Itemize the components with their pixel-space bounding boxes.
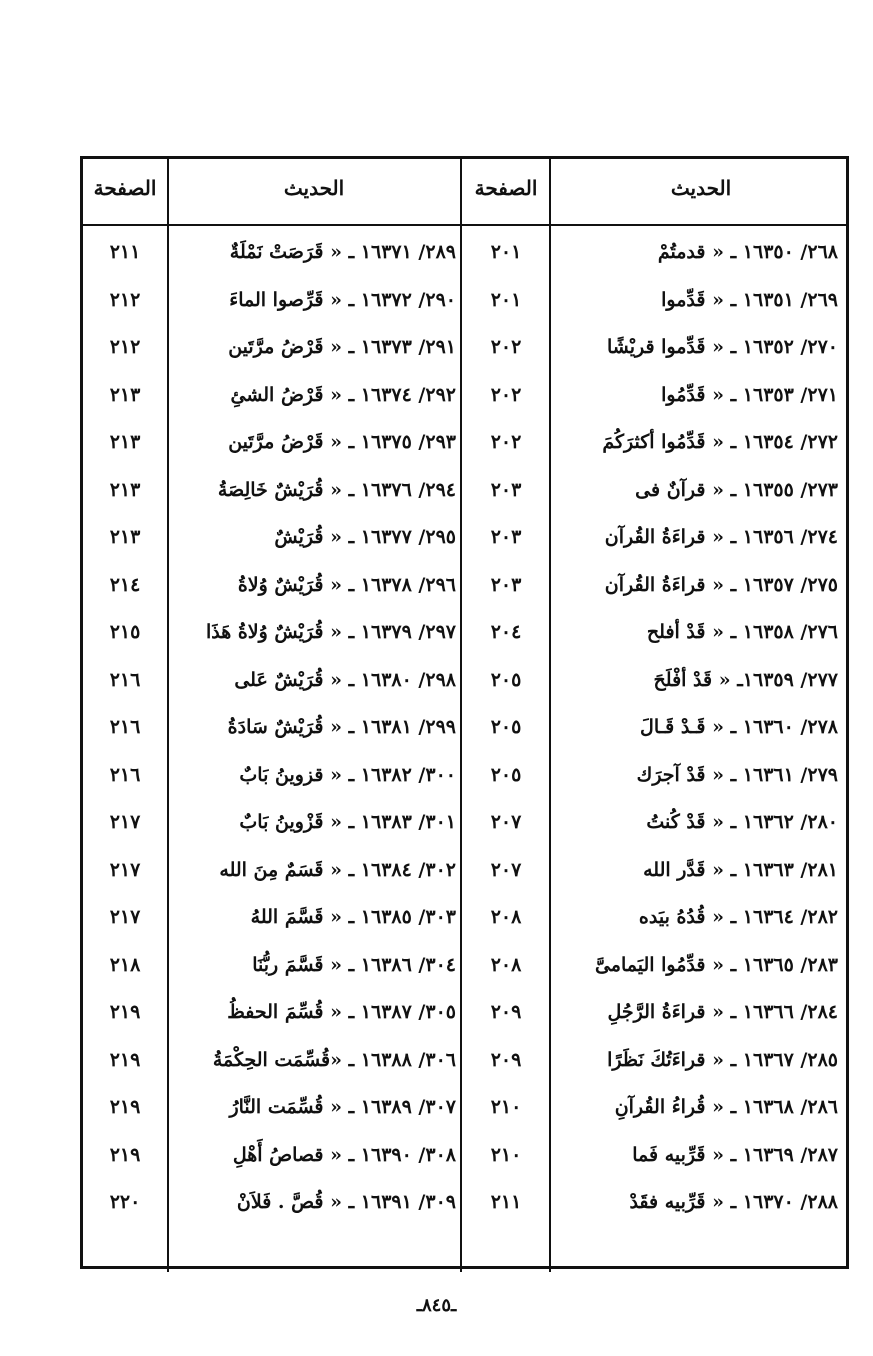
hadith-entry: ٢٨٧/ ١٦٣٦٩ ـ « قَرِّبيه فَما [632,1143,838,1166]
page-ref: ٢١٧ [109,811,141,833]
page-ref: ٢١٣ [109,431,141,453]
page-ref: ٢١٣ [109,526,141,548]
page-ref: ٢١٢ [109,288,141,311]
table-row [0,277,873,325]
page-ref: ٢٠٥ [490,763,522,786]
page-ref: ٢١٧ [109,858,141,881]
table-row [0,799,873,847]
table-row [0,942,873,990]
table-row [0,704,873,752]
hadith-entry: ٢٧٦/ ١٦٣٥٨ ـ « قَدْ أفلح [646,621,838,643]
header-page-left: الصفحة [93,176,157,200]
hadith-entry: ٢٨٦/ ١٦٣٦٨ ـ « قُراءُ القُرآنِ [614,1096,838,1118]
table-row [0,894,873,942]
page-ref: ٢٠٥ [490,668,522,691]
page-ref: ٢١٣ [109,383,141,406]
page-ref: ٢٠٢ [490,383,522,406]
page-ref: ٢٠٤ [490,621,522,643]
page-ref: ٢٠١ [490,288,522,311]
table-row [0,467,873,515]
page-ref: ٢٠٣ [490,573,522,596]
page-ref: ٢٠٧ [490,811,522,833]
page-ref: ٢١١ [490,1191,522,1213]
hadith-entry: ٢٧٢/ ١٦٣٥٤ ـ « قَدِّمُوا أكثرَكُمَ [602,431,838,453]
table-row [0,752,873,800]
hadith-entry: ٢٧٨/ ١٦٣٦٠ ـ « قَـدْ قَـالَ [640,716,838,738]
page-ref: ٢١٥ [109,621,141,643]
page-ref: ٢٠٣ [490,526,522,548]
table-row [0,847,873,895]
header-hadith-right: الحديث [670,176,732,200]
page-ref: ٢١٦ [109,668,141,691]
hadith-entry: ٣٠١/ ١٦٣٨٣ ـ « قَزْوينُ بَابٌ [239,811,456,833]
hadith-entry: ٣٠٥/ ١٦٣٨٧ ـ « قُسِّمَ الحفظُ [227,1001,456,1023]
hadith-entry: ٢٩٨/ ١٦٣٨٠ ـ « قُرَيْشٌ عَلى [234,668,456,691]
hadith-entry: ٢٦٨/ ١٦٣٥٠ ـ « قدمتُمْ [657,241,838,263]
page-number: ـ٨٤٥ـ [416,1295,457,1316]
page-ref: ٢١٠ [490,1096,522,1118]
hadith-entry: ٢٧٣/ ١٦٣٥٥ ـ « قرآنٌ فى [635,478,838,501]
header-hadith-left: الحديث [283,176,345,200]
hadith-entry: ٣٠٨/ ١٦٣٩٠ ـ « قصاصُ أَهْلِ [232,1143,456,1166]
table-row [0,419,873,467]
table-row [0,989,873,1037]
page-ref: ٢١٧ [109,906,141,928]
page-ref: ٢١٩ [109,1096,141,1118]
table-row [0,229,873,277]
page-ref: ٢١٦ [109,716,141,738]
hadith-entry: ٢٩٧/ ١٦٣٧٩ ـ « قُرَيْشٌ وُلاةُ هَذَا [205,621,456,643]
hadith-entry: ٢٧٤/ ١٦٣٥٦ ـ « قراءَةُ القُرآن [604,526,838,548]
page-ref: ٢١٩ [109,1001,141,1023]
table-row [0,324,873,372]
table-row [0,372,873,420]
hadith-entry: ٣٠٩/ ١٦٣٩١ ـ « قُصَّ . فَلاَنْ [236,1191,456,1213]
page-ref: ٢٠٩ [490,1001,522,1023]
page-ref: ٢١٦ [109,763,141,786]
page-ref: ٢٠١ [490,241,522,263]
table-row [0,514,873,562]
page-ref: ٢٠٧ [490,858,522,881]
page-ref: ٢١٤ [109,573,141,596]
hadith-entry: ٢٧٧/ ١٦٣٥٩ـ « قَدْ أفْلَحَ [653,668,838,691]
page-ref: ٢١٢ [109,336,141,358]
hadith-entry: ٢٨٣/ ١٦٣٦٥ ـ « قدِّمُوا اليَمامىَّ [594,953,838,976]
table-row [0,1037,873,1085]
hadith-entry: ٣٠٧/ ١٦٣٨٩ ـ « قُسِّمَت النَّارُ [229,1096,456,1118]
hadith-entry: ٢٨٠/ ١٦٣٦٢ ـ « قَدْ كُنتُ [646,811,838,833]
hadith-entry: ٢٩٤/ ١٦٣٧٦ ـ « قُرَيْشٌ خَالِصَةُ [217,478,456,501]
page-ref: ٢٠٢ [490,336,522,358]
hadith-entry: ٢٩٦/ ١٦٣٧٨ ـ « قُرَيْشٌ وُلاةُ [237,573,456,596]
page-ref: ٢١٩ [109,1143,141,1166]
table-row [0,657,873,705]
hadith-entry: ٢٧٩/ ١٦٣٦١ ـ « قَدْ آجرَك [636,763,838,786]
page-ref: ٢١٨ [109,953,141,976]
page-ref: ٢١٣ [109,478,141,501]
hadith-entry: ٢٩٠/ ١٦٣٧٢ ـ « قَرِّصوا الماءَ [229,288,456,311]
page-ref: ٢٢٠ [109,1191,141,1213]
hadith-entry: ٢٨١/ ١٦٣٦٣ ـ « قَدَّر الله [643,858,838,881]
hadith-entry: ٢٩٣/ ١٦٣٧٥ ـ « قَرْضُ مرَّتَين [228,431,456,453]
hadith-entry: ٢٦٩/ ١٦٣٥١ ـ « قَدِّموا [661,288,838,311]
header-separator [80,224,849,226]
hadith-entry: ٢٩٢/ ١٦٣٧٤ ـ « قَرْضُ الشئِ [230,383,456,406]
table-row [0,1132,873,1180]
page-ref: ٢١١ [109,241,141,263]
hadith-entry: ٣٠٠/ ١٦٣٨٢ ـ « قزوينُ بَابٌ [239,763,456,786]
hadith-entry: ٢٩٥/ ١٦٣٧٧ ـ « قُرَيْشٌ [274,526,456,548]
header-page-right: الصفحة [474,176,538,200]
hadith-entry: ٢٧٠/ ١٦٣٥٢ ـ « قَدِّموا قريْشًا [606,336,838,358]
page-ref: ٢٠٨ [490,906,522,928]
page-ref: ٢٠٣ [490,478,522,501]
hadith-entry: ٢٨٩/ ١٦٣٧١ ـ « قَرَصَتْ نَمْلَةٌ [229,241,456,263]
table-row [0,609,873,657]
page-ref: ٢٠٥ [490,716,522,738]
page-ref: ٢٠٨ [490,953,522,976]
hadith-entry: ٢٨٥/ ١٦٣٦٧ ـ « قراءَتُكَ نَظَرًا [607,1048,838,1071]
table-row [0,1084,873,1132]
table-row [0,562,873,610]
hadith-entry: ٢٧١/ ١٦٣٥٣ ـ « قَدِّمُوا [661,383,838,406]
hadith-entry: ٢٨٤/ ١٦٣٦٦ ـ « قراءَةُ الرَّجُلِ [607,1001,838,1023]
hadith-entry: ٣٠٢/ ١٦٣٨٤ ـ « قَسَمٌ مِنَ الله [219,858,456,881]
hadith-entry: ٣٠٣/ ١٦٣٨٥ ـ « قَسَّمَ اللهُ [250,906,456,928]
hadith-entry: ٢٨٢/ ١٦٣٦٤ ـ « قُدُهُ بيَده [638,906,838,928]
hadith-entry: ٢٩١/ ١٦٣٧٣ ـ « قَرْضُ مرَّتَين [228,336,456,358]
page-ref: ٢١٠ [490,1143,522,1166]
page-ref: ٢١٩ [109,1048,141,1071]
hadith-entry: ٣٠٤/ ١٦٣٨٦ ـ « قَسَّمَ ربُّنَا [252,953,456,976]
page-ref: ٢٠٢ [490,431,522,453]
hadith-entry: ٢٩٩/ ١٦٣٨١ ـ « قُرَيْشٌ سَادَةُ [227,716,456,738]
index-rows [0,229,873,1227]
page-ref: ٢٠٩ [490,1048,522,1071]
table-row [0,1179,873,1227]
hadith-entry: ٢٧٥/ ١٦٣٥٧ ـ « قراءَةُ القُرآن [604,573,838,596]
hadith-entry: ٣٠٦/ ١٦٣٨٨ ـ «قُسِّمَت الحِكْمَةُ [212,1048,456,1071]
hadith-entry: ٢٨٨/ ١٦٣٧٠ ـ « قَرِّبيه فقَدْ [629,1191,838,1213]
